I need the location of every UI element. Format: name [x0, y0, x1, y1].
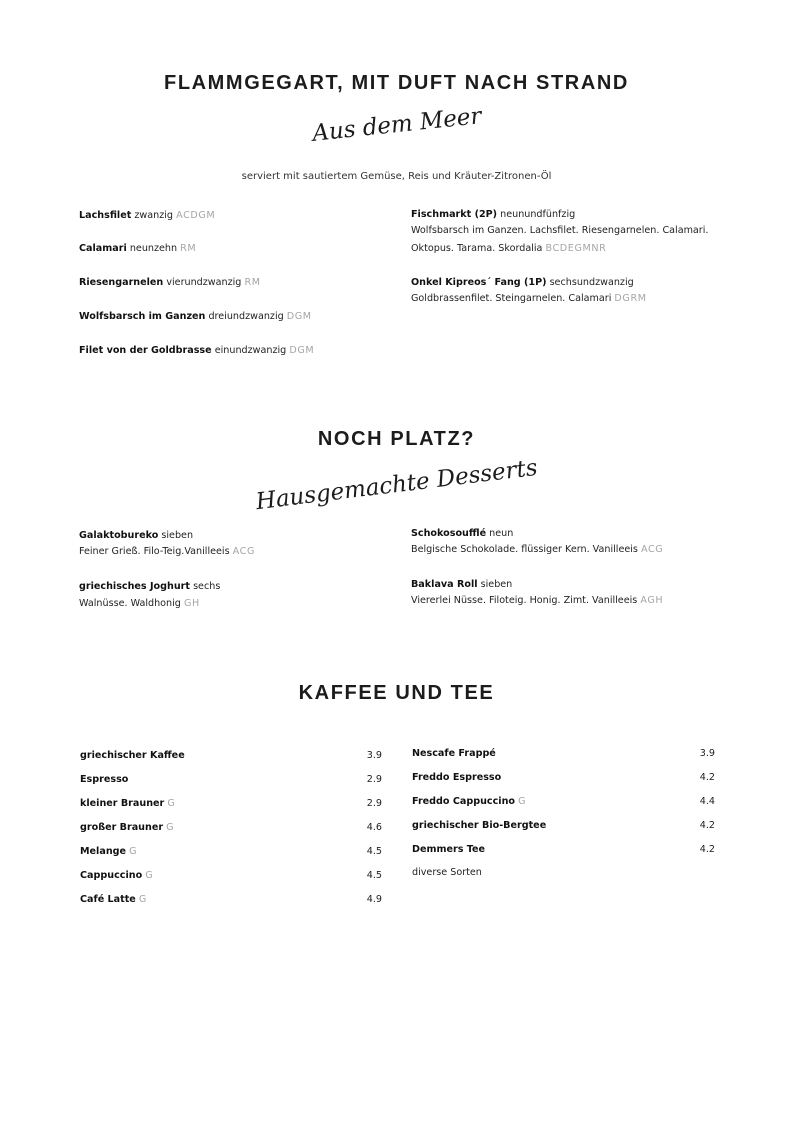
menu-item [79, 581, 220, 592]
item-description-text: Belgische Schokolade. flüssiger Kern. Vanilleeis [411, 544, 638, 555]
item-price: zwanzig [134, 210, 174, 221]
drink-name: griechischer Bio-Bergtee [412, 820, 547, 831]
item-allergens: BCDEGMNR [545, 243, 607, 254]
menu-item [411, 277, 634, 288]
item-name: Schokosoufflé [411, 528, 487, 539]
item-name: Calamari [79, 243, 127, 254]
item-price: vierundzwanzig [166, 277, 242, 288]
item-price: sechs [193, 581, 221, 592]
drink-name: Espresso [80, 774, 129, 785]
item-name: Wolfsbarsch im Ganzen [79, 311, 206, 322]
drink-price: 4.6 [366, 822, 382, 833]
menu-item [79, 243, 196, 254]
fish-section-heading: FLAMMGEGART, MIT DUFT NACH STRAND [164, 72, 629, 94]
drink-price: 4.2 [699, 772, 715, 783]
item-description [411, 544, 663, 555]
drink-price: 4.5 [366, 846, 382, 857]
item-description [411, 293, 647, 304]
drink-note: diverse Sorten [412, 867, 482, 878]
item-description [79, 598, 200, 609]
drink-item [80, 870, 153, 881]
drink-allergens: G [129, 846, 138, 857]
drink-allergens: G [166, 822, 175, 833]
item-allergens: ACG [232, 546, 255, 557]
item-description-text: Walnüsse. Waldhonig [79, 598, 181, 609]
drink-item [412, 772, 501, 783]
item-description: Wolfsbarsch im Ganzen. Lachsfilet. Riesengarnelen. Calamari. [411, 225, 709, 236]
drink-item [80, 846, 137, 857]
drink-allergens: G [167, 798, 176, 809]
item-description [411, 243, 606, 254]
drink-allergens: G [518, 796, 527, 807]
menu-item [411, 209, 575, 220]
drink-name: Café Latte [80, 894, 136, 905]
drink-price: 4.2 [699, 844, 715, 855]
menu-item [411, 579, 512, 590]
item-description-text: Goldbrassenfilet. Steingarnelen. Calamari [411, 293, 612, 304]
drink-price: 4.5 [366, 870, 382, 881]
dessert-section-script-title: Hausgemachte Desserts [254, 454, 539, 516]
item-allergens: ACDGM [176, 210, 216, 221]
drink-item [80, 798, 175, 809]
drink-allergens: G [138, 894, 147, 905]
item-allergens: GH [183, 598, 200, 609]
item-name: Fischmarkt (2P) [411, 209, 498, 220]
item-name: Galaktobureko [79, 530, 159, 541]
drink-name: Demmers Tee [412, 844, 486, 855]
item-name: Onkel Kipreos´ Fang (1P) [411, 277, 547, 288]
item-description-text: Feiner Grieß. Filo-Teig.Vanilleeis [79, 546, 230, 557]
item-name: Lachsfilet [79, 210, 132, 221]
drink-item [80, 894, 147, 905]
drink-allergens: G [145, 870, 154, 881]
item-price: einundzwanzig [214, 345, 287, 356]
drink-price: 4.4 [699, 796, 715, 807]
drink-price: 2.9 [366, 774, 382, 785]
drink-name: kleiner Brauner [80, 798, 165, 809]
drink-name: Nescafe Frappé [412, 748, 496, 759]
drink-price: 4.9 [366, 894, 382, 905]
item-allergens: ACG [641, 544, 664, 555]
menu-item [79, 277, 261, 288]
item-name: Filet von der Goldbrasse [79, 345, 212, 356]
item-price: neunzehn [129, 243, 178, 254]
menu-item [411, 528, 513, 539]
dessert-section-heading: NOCH PLATZ? [317, 428, 476, 450]
item-description [411, 595, 663, 606]
fish-section-script-title: Aus dem Meer [310, 103, 483, 147]
menu-item [79, 311, 312, 322]
item-name: Baklava Roll [411, 579, 478, 590]
item-allergens: DGM [286, 311, 312, 322]
item-price: sieben [480, 579, 513, 590]
drink-name: Freddo Espresso [412, 772, 502, 783]
menu-item [79, 210, 215, 221]
item-name: Riesengarnelen [79, 277, 164, 288]
item-allergens: RM [180, 243, 197, 254]
item-price: neunundfünfzig [500, 209, 576, 220]
menu-item [79, 530, 193, 541]
drink-item [80, 822, 174, 833]
item-description-text: Viererlei Nüsse. Filoteig. Honig. Zimt. Vanilleeis [411, 595, 638, 606]
drink-name: Freddo Cappuccino [412, 796, 516, 807]
item-price: dreiundzwanzig [208, 311, 284, 322]
item-allergens: RM [244, 277, 261, 288]
drink-price: 2.9 [366, 798, 382, 809]
item-name: griechisches Joghurt [79, 581, 190, 592]
drink-name: Melange [80, 846, 127, 857]
item-price: sieben [161, 530, 194, 541]
drink-price: 3.9 [366, 750, 382, 761]
drink-name: Cappuccino [80, 870, 143, 881]
fish-section-note: serviert mit sautiertem Gemüse, Reis und Kräuter-Zitronen-Öl [241, 171, 552, 182]
menu-item [79, 345, 314, 356]
drink-item [80, 774, 128, 785]
drink-name: großer Brauner [80, 822, 164, 833]
drink-price: 3.9 [699, 748, 715, 759]
item-description [79, 546, 255, 557]
drink-item [80, 750, 185, 761]
item-price: neun [489, 528, 514, 539]
item-description-text: Oktopus. Tarama. Skordalia [411, 243, 543, 254]
drink-item [412, 796, 526, 807]
item-allergens: DGRM [614, 293, 647, 304]
item-allergens: DGM [289, 345, 315, 356]
item-allergens: AGH [640, 595, 664, 606]
drink-item [412, 748, 496, 759]
item-price: sechsundzwanzig [549, 277, 634, 288]
coffee-section-heading: KAFFEE UND TEE [298, 682, 495, 704]
drink-item [412, 820, 546, 831]
drink-price: 4.2 [699, 820, 715, 831]
drink-name: griechischer Kaffee [80, 750, 185, 761]
drink-item [412, 844, 485, 855]
